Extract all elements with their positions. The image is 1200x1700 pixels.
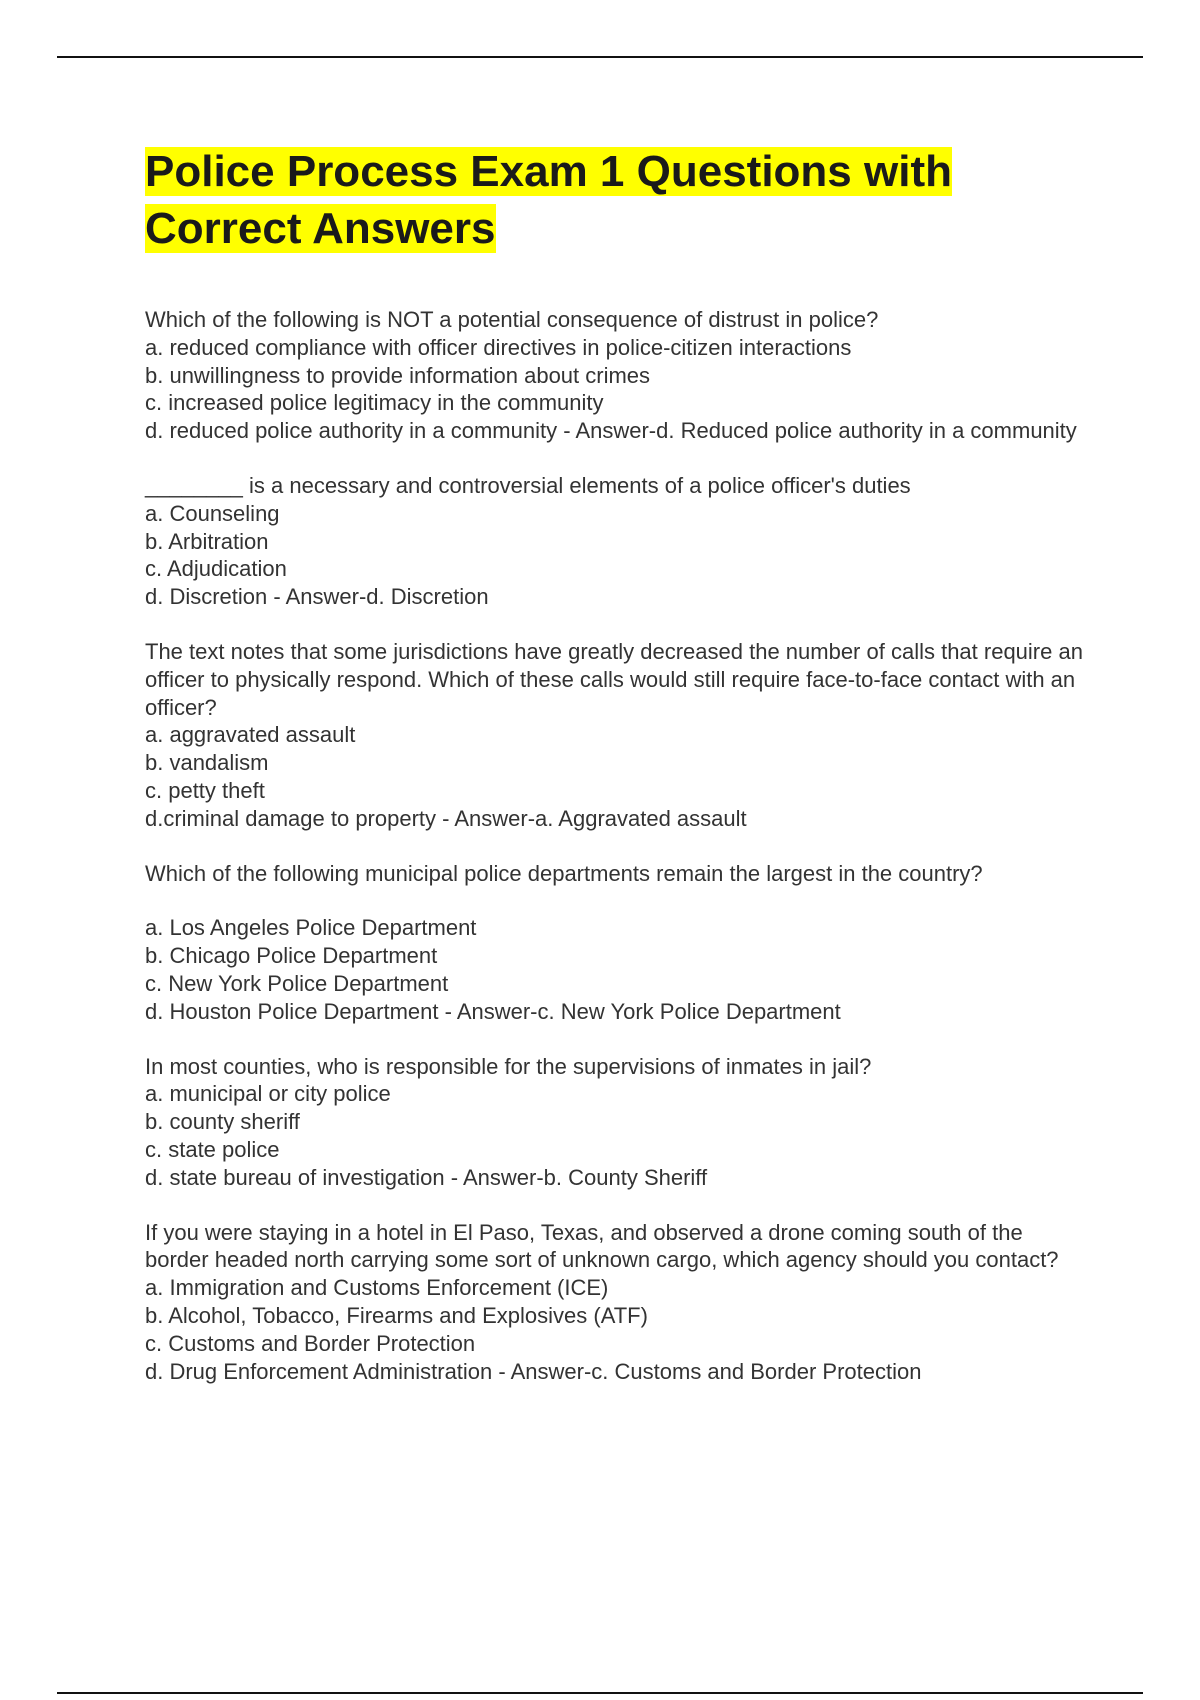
answer-option: d. Drug Enforcement Administration - Answer-c. Customs and Border Protection <box>145 1358 922 1384</box>
question-stem: Which of the following is NOT a potential consequence of distrust in police? <box>145 307 879 332</box>
question-stem: ________ is a necessary and controversial elements of a police officer's duties <box>145 472 911 498</box>
question-block <box>145 638 1085 833</box>
answer-option: a. Los Angeles Police Department <box>145 915 477 941</box>
question-block <box>145 472 1085 611</box>
answer-option: c. Customs and Border Protection <box>145 1330 476 1356</box>
document-title-text: Police Process Exam 1 Questions with Correct Answers <box>145 147 952 253</box>
answer-option: c. New York Police Department <box>145 970 449 996</box>
answer-option: b. county sheriff <box>145 1109 300 1135</box>
answer-option: a. Immigration and Customs Enforcement (ICE) <box>145 1275 609 1301</box>
question-block <box>145 860 1085 1026</box>
answer-option: d.criminal damage to property - Answer-a. Aggravated assault <box>145 805 747 831</box>
document-title <box>145 143 1085 257</box>
question-stem: Which of the following municipal police departments remain the largest in the country? <box>145 860 983 886</box>
answer-option: c. petty theft <box>145 777 265 803</box>
answer-option: d. Discretion - Answer-d. Discretion <box>145 584 489 610</box>
answer-option: c. Adjudication <box>145 556 287 582</box>
answer-option: a. municipal or city police <box>145 1081 391 1107</box>
top-rule <box>57 56 1143 58</box>
question-block <box>145 1053 1085 1192</box>
answer-option: a. Counseling <box>145 500 280 526</box>
answer-option: d. state bureau of investigation - Answer-b. County Sheriff <box>145 1164 708 1190</box>
answer-option: b. Alcohol, Tobacco, Firearms and Explosives (ATF) <box>145 1302 648 1328</box>
bottom-rule <box>57 1692 1143 1694</box>
question-stem: In most counties, who is responsible for the supervisions of inmates in jail? <box>145 1053 872 1079</box>
question-stem: If you were staying in a hotel in El Paso, Texas, and observed a drone coming south of the border headed north carrying some sort of unknown cargo, which agency should you contact? <box>145 1219 1059 1273</box>
answer-option: a. aggravated assault <box>145 722 356 748</box>
answer-option: b. vandalism <box>145 750 269 776</box>
answer-option: b. unwillingness to provide information about crimes <box>145 362 651 388</box>
question-block <box>145 1219 1085 1386</box>
answer-option: b. Arbitration <box>145 528 269 554</box>
answer-option: d. reduced police authority in a community - Answer-d. Reduced police authority in a community <box>145 418 1077 444</box>
question-block <box>145 306 1085 445</box>
answer-option: c. increased police legitimacy in the community <box>145 390 604 416</box>
answer-option: c. state police <box>145 1136 280 1162</box>
blank-line <box>145 887 1085 914</box>
answer-option: b. Chicago Police Department <box>145 943 438 969</box>
question-stem: The text notes that some jurisdictions have greatly decreased the number of calls that require an officer to physically respond. Which of these calls would still require face-to-face contact with an officer? <box>145 638 1083 720</box>
answer-option: a. reduced compliance with officer directives in police-citizen interactions <box>145 334 852 360</box>
document-body <box>145 143 1085 1412</box>
question-list <box>145 306 1085 1385</box>
answer-option: d. Houston Police Department - Answer-c. New York Police Department <box>145 998 841 1024</box>
